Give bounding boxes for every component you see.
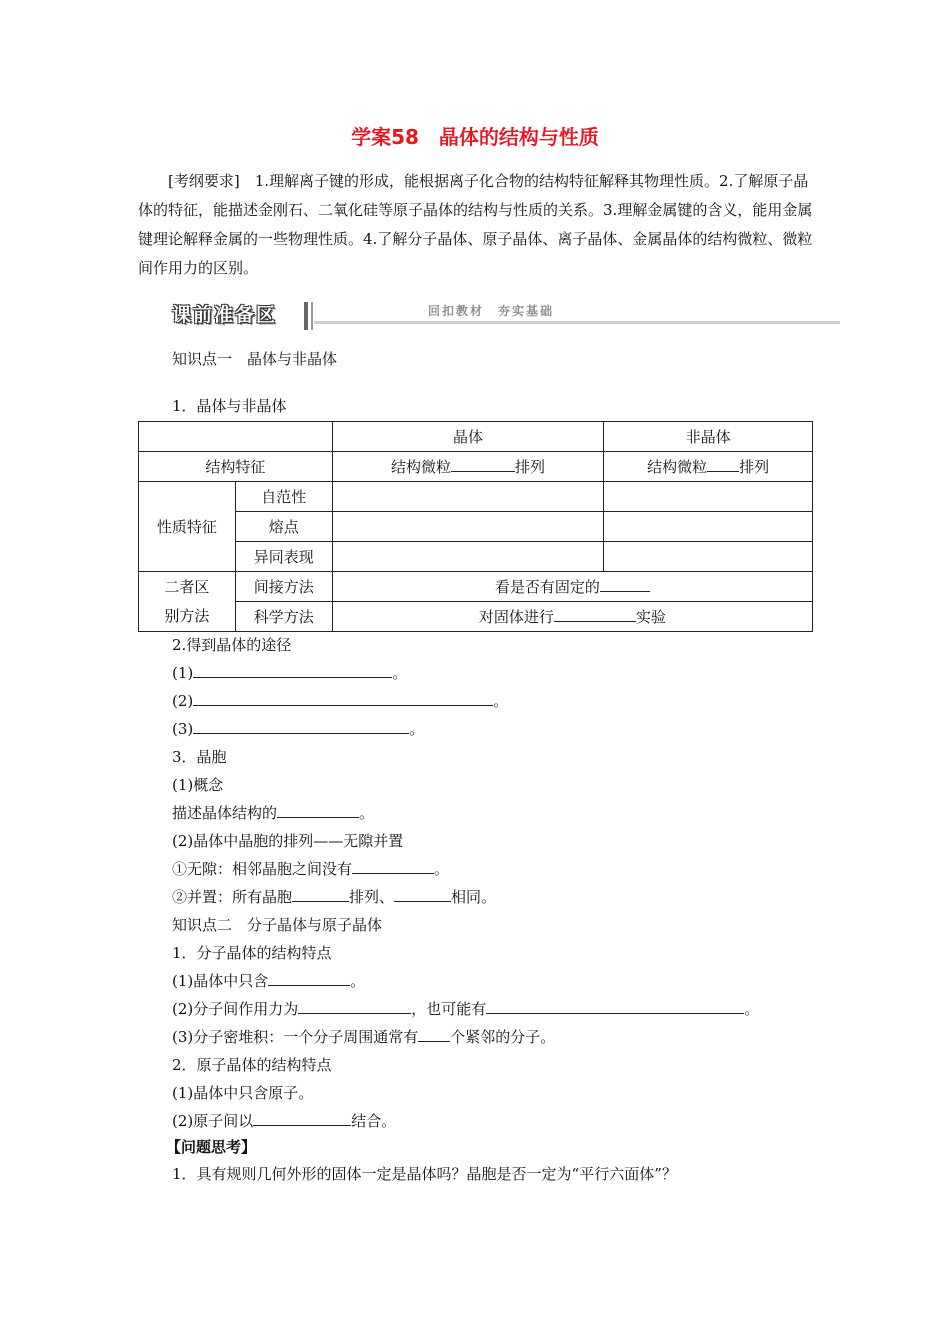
- item-3-heading: 3．晶胞: [172, 748, 227, 766]
- fill-blank[interactable]: [707, 457, 739, 472]
- fill-blank[interactable]: [554, 607, 636, 622]
- property-self-shaping: 自范性: [235, 482, 332, 512]
- item-2-3: (3) 。: [172, 720, 425, 738]
- fill-blank[interactable]: [451, 457, 515, 472]
- banner-divider-thin: [311, 302, 313, 330]
- fill-blank[interactable]: [253, 1111, 351, 1126]
- answer-cell[interactable]: [604, 482, 813, 512]
- question-heading: 【问题思考】: [166, 1138, 257, 1156]
- knowledge-point-2: 知识点二 分子晶体与原子晶体: [172, 916, 383, 934]
- item-2-2: (2) 。: [172, 692, 509, 710]
- item-3-2: (2)晶体中晶胞的排列——无隙并置: [172, 832, 404, 850]
- fill-blank[interactable]: [352, 859, 434, 874]
- crystal-structure-cell: 结构微粒 排列: [332, 452, 604, 482]
- item-1-heading: 1．晶体与非晶体: [172, 397, 287, 415]
- fill-blank[interactable]: [394, 887, 451, 902]
- property-anisotropy: 异同表现: [235, 542, 332, 572]
- amorphous-structure-cell: 结构微粒 排列: [604, 452, 813, 482]
- question-1: 1．具有规则几何外形的固体一定是晶体吗？晶胞是否一定为“平行六面体”？: [172, 1165, 677, 1183]
- item-3-1-text: 描述晶体结构的 。: [172, 804, 375, 822]
- table-corner-cell: [139, 422, 333, 452]
- atomic-crystal-1: (1)晶体中只含原子。: [172, 1084, 314, 1102]
- fill-blank[interactable]: [277, 803, 359, 818]
- crystal-comparison-table: [138, 421, 813, 632]
- table-row: [139, 512, 813, 542]
- page-title: 学案58 晶体的结构与性质: [351, 125, 599, 149]
- method-indirect-cell: 看是否有固定的: [332, 572, 812, 602]
- method-scientific: 科学方法: [235, 602, 332, 632]
- answer-cell[interactable]: [332, 482, 604, 512]
- item-3-2a: ①无隙：相邻晶胞之间没有 。: [172, 860, 450, 878]
- row-label-structure: 结构特征: [139, 452, 333, 482]
- table-row: [139, 572, 813, 602]
- table-row: [139, 422, 813, 452]
- header-amorphous: 非晶体: [604, 422, 813, 452]
- fill-blank[interactable]: [193, 691, 493, 706]
- answer-cell[interactable]: [332, 512, 604, 542]
- answer-cell[interactable]: [604, 512, 813, 542]
- property-melting-point: 熔点: [235, 512, 332, 542]
- fill-blank[interactable]: [268, 971, 350, 986]
- molecular-crystal-3: (3)分子密堆积：一个分子周围通常有 个紧邻的分子。: [172, 1028, 556, 1046]
- fill-blank[interactable]: [193, 719, 409, 734]
- fill-blank[interactable]: [418, 1027, 450, 1042]
- atomic-crystal-heading: 2．原子晶体的结构特点: [172, 1056, 332, 1074]
- atomic-crystal-2: (2)原子间以 结合。: [172, 1112, 397, 1130]
- table-row: [139, 452, 813, 482]
- banner-subtitle: 回扣教材 夯实基础: [428, 304, 555, 318]
- item-2-1: (1) 。: [172, 664, 408, 682]
- table-row: [139, 482, 813, 512]
- item-3-2b: ②并置：所有晶胞 排列、 相同。: [172, 888, 497, 906]
- header-crystal: 晶体: [332, 422, 604, 452]
- row-label-property: 性质特征: [139, 482, 236, 572]
- fill-blank[interactable]: [193, 663, 392, 678]
- table-row: [139, 602, 813, 632]
- banner-rule: [314, 321, 840, 324]
- method-indirect: 间接方法: [235, 572, 332, 602]
- banner-title: 课前准备区: [172, 304, 278, 326]
- banner-divider: [304, 302, 308, 330]
- molecular-crystal-1: (1)晶体中只含 。: [172, 972, 366, 990]
- row-label-distinction: 二者区 别方法: [139, 572, 236, 632]
- exam-requirements: [考纲要求] 1.理解离子键的形成，能根据离子化合物的结构特征解释其物理性质。2.了解原子晶体的特征，能描述金刚石、二氧化硅等原子晶体的结构与性质的关系。3.理解金属键的含义，能用金属键理论解释金属的一些物理性质。4.了解分子晶体、原子晶体、离子晶体、金属晶体的结构微粒、微粒间作用力的区别。: [138, 172, 813, 277]
- item-2-heading: 2.得到晶体的途径: [172, 636, 292, 654]
- fill-blank[interactable]: [486, 999, 744, 1014]
- molecular-crystal-2: (2)分子间作用力为 ，也可能有 。: [172, 1000, 760, 1018]
- fill-blank[interactable]: [298, 999, 411, 1014]
- table-row: [139, 542, 813, 572]
- item-3-1: (1)概念: [172, 776, 224, 794]
- section-banner: [172, 300, 840, 332]
- molecular-crystal-heading: 1．分子晶体的结构特点: [172, 944, 332, 962]
- fill-blank[interactable]: [292, 887, 349, 902]
- fill-blank[interactable]: [600, 577, 650, 592]
- method-scientific-cell: 对固体进行 实验: [332, 602, 812, 632]
- knowledge-point-1: 知识点一 晶体与非晶体: [172, 350, 338, 368]
- answer-cell[interactable]: [604, 542, 813, 572]
- answer-cell[interactable]: [332, 542, 604, 572]
